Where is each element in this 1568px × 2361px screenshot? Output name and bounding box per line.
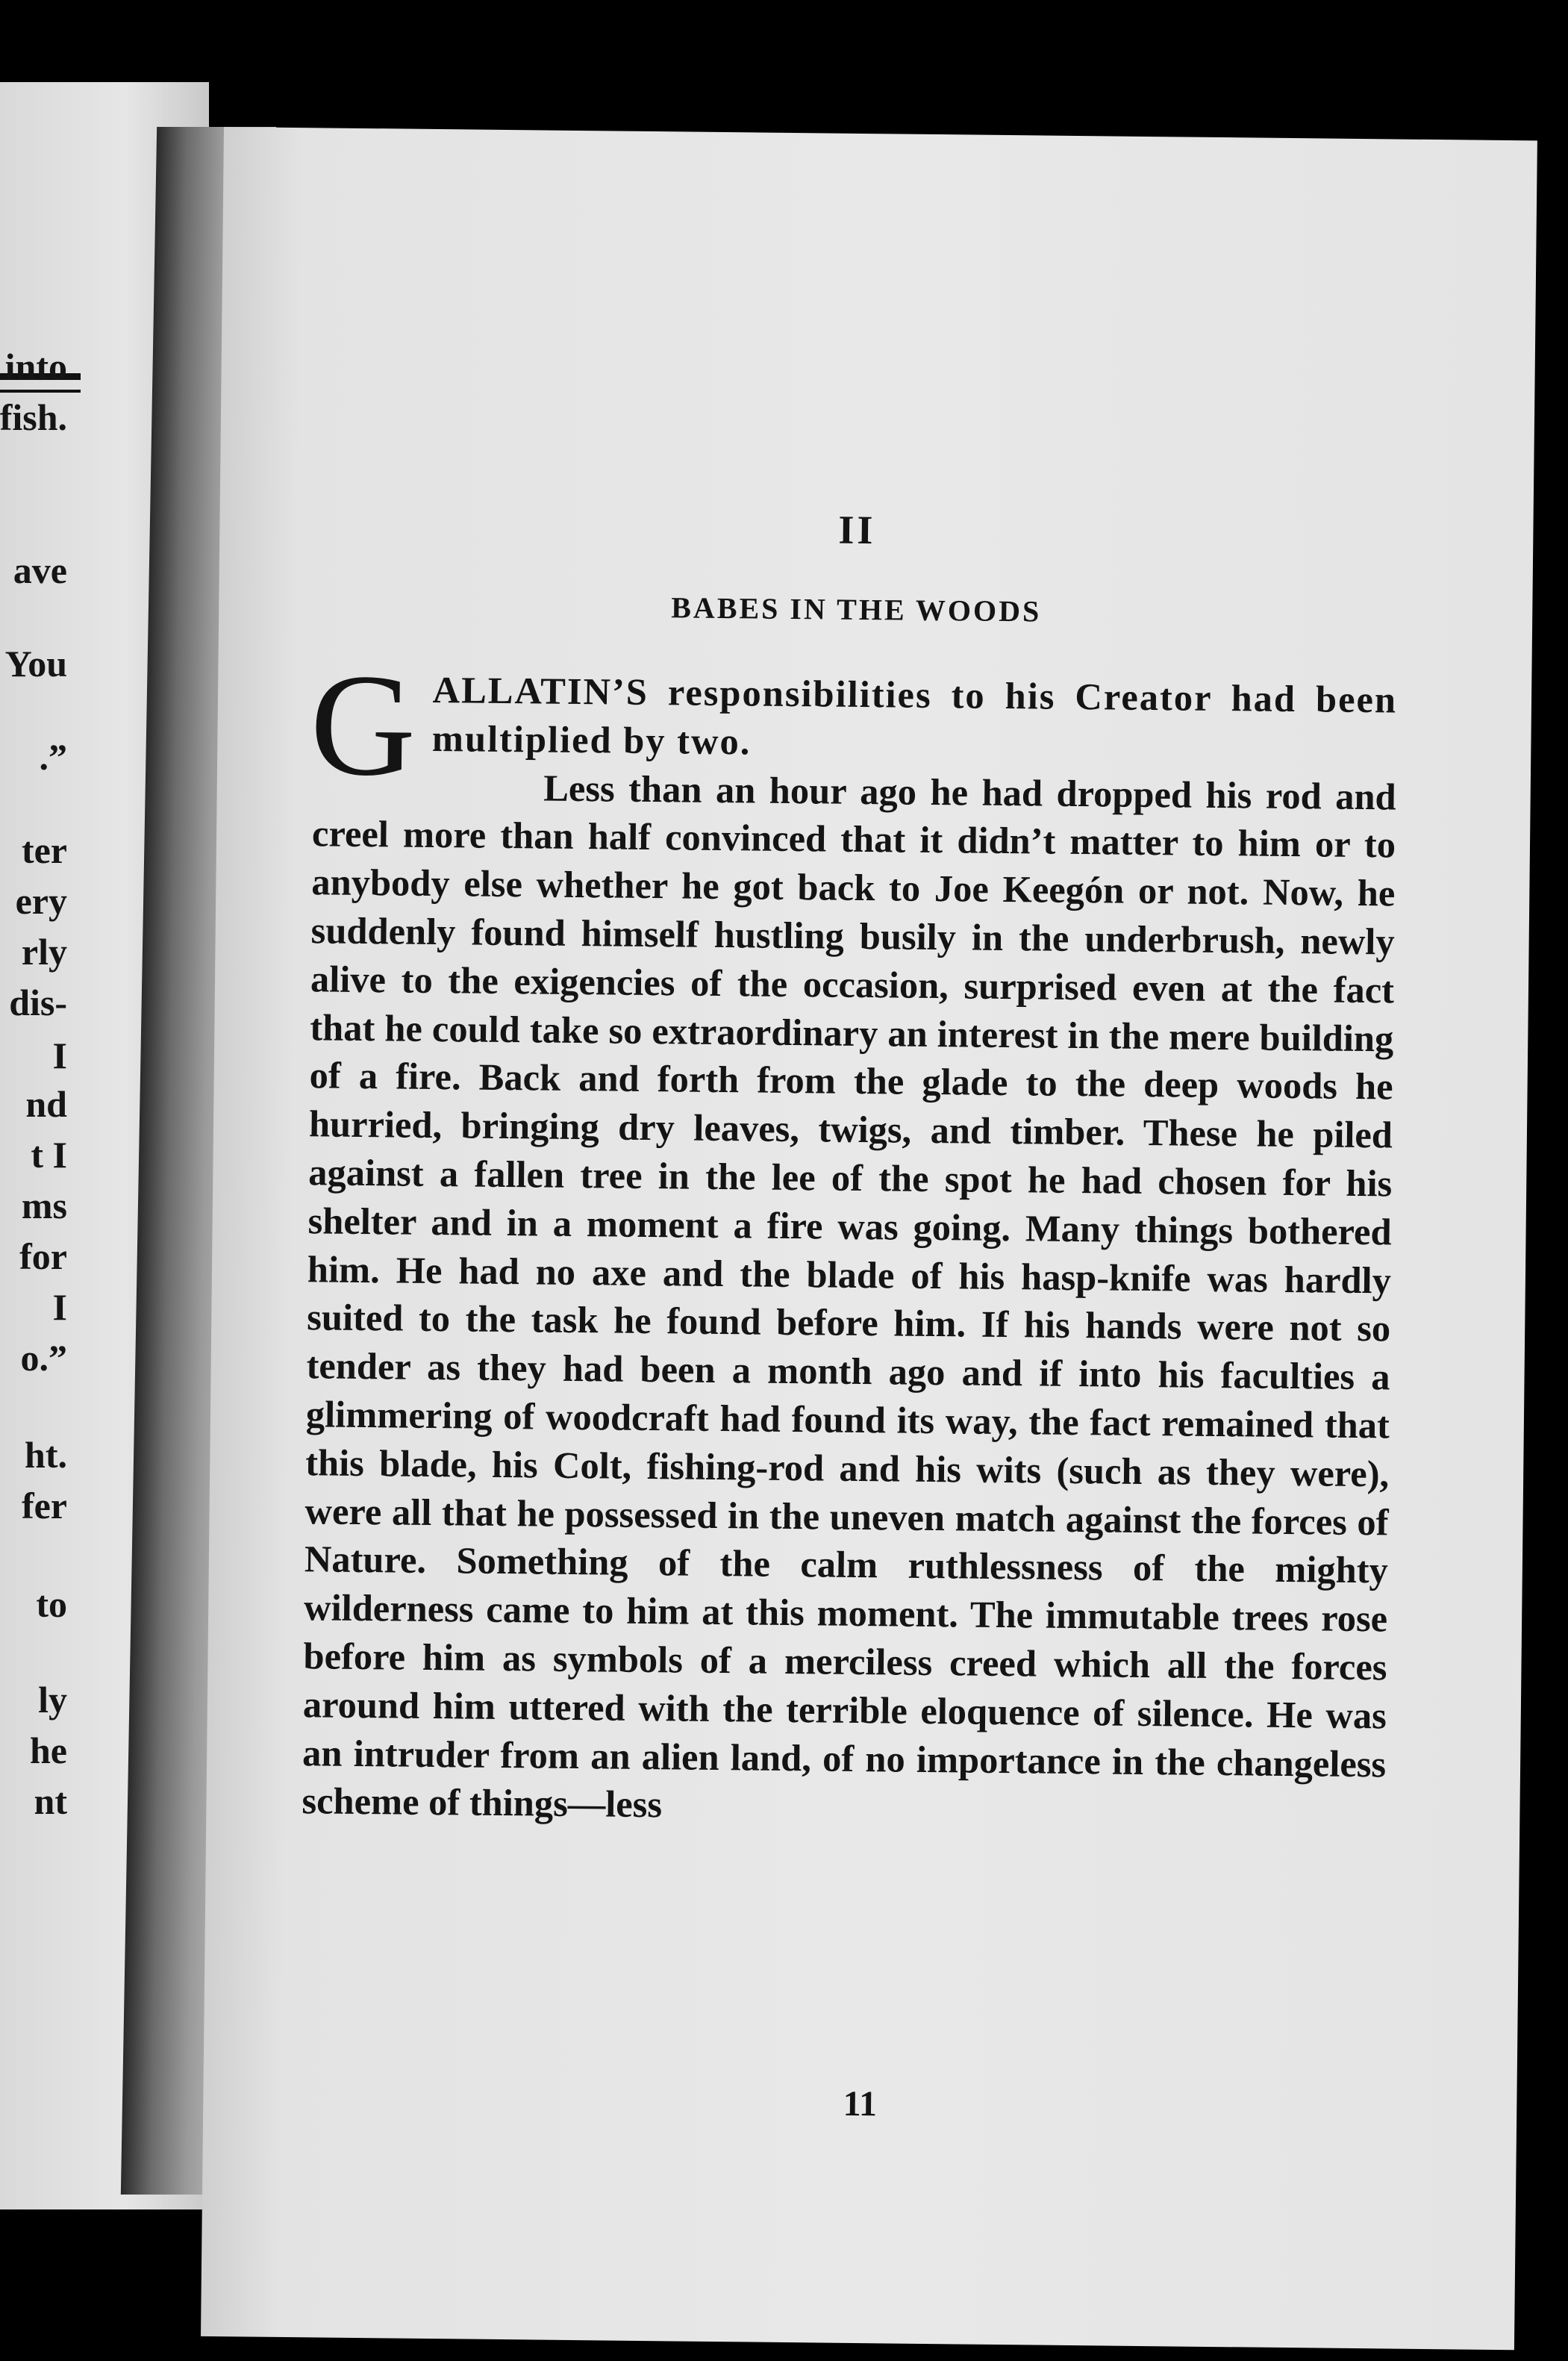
chapter-title: BABES IN THE WOODS (671, 590, 1042, 629)
left-page-fragment: ter (21, 829, 67, 871)
left-page-fragment: he (30, 1730, 67, 1771)
left-page-fragment: ms (21, 1185, 67, 1226)
paragraph-indent (431, 799, 543, 801)
left-page-fragment: nd (25, 1083, 67, 1125)
left-page-fragment: I (52, 1286, 67, 1328)
left-page-fragment: .” (39, 736, 67, 778)
page-number: 11 (843, 2083, 878, 2124)
left-page-fragment: ly (38, 1679, 67, 1721)
opening-sentence: ALLATIN’S responsibilities to his Creator had been multiplied by two. (431, 668, 1398, 763)
left-page-fragment: into (4, 346, 67, 387)
left-page-fragment: nt (34, 1780, 67, 1822)
left-page-fragment: You (4, 643, 67, 684)
drop-cap: G (309, 643, 417, 807)
left-page-fragment: ht. (25, 1434, 67, 1476)
main-page (201, 127, 1537, 2350)
text-block (302, 501, 1399, 1836)
left-page-fragment: for (19, 1235, 67, 1277)
left-page-fragment: to (36, 1583, 67, 1625)
left-page-fragment: t I (31, 1134, 67, 1176)
paragraph: Less than an hour ago he had dropped his rod and creel more than half convinced that it didn’t matter to him or to anybody else whether he got back to Joe Keegón or not. Now, he suddenly found himself hustling busily in the underbrush, newly alive to the exigencies of the occasion, surprised even at the fact that he could take so extraordinary an interest in the mere building of a fire. Back and forth from the glade to the deep woods he hurried, bringing dry leaves, twigs, and timber. These he piled against a fallen tree in the lee of the spot he had chosen for his shelter and in a moment a fire was going. Many things bothered him. He had no axe and the blade of his hasp-knife was hardly suited to the task he found before him. If his hands were not so tender as they had been a month ago and if into his faculties a glimmering of woodcraft had found its way, the fact remained that this blade, his Colt, fishing-rod and his wits (such as they were), were all that he possessed in the uneven match against the forces of Nature. Something of the calm ruthlessness of the mighty wilderness came to him at this moment. The immutable trees rose before him as symbols of a merciless creed which all the forces around him uttered with the terrible eloquence of silence. He was an intruder from an alien land, of no importance in the changeless scheme of things—less (302, 767, 1396, 1826)
left-page-fragment: ave (13, 549, 67, 591)
left-page-fragment: ery (15, 880, 67, 922)
left-page-fragment: I (52, 1035, 67, 1076)
body-text (302, 643, 1398, 1836)
left-page-fragment: dis- (9, 982, 67, 1023)
left-page-fragment: fer (21, 1485, 67, 1526)
left-page-fragment: fish. (0, 396, 67, 438)
left-page-fragment: rly (21, 931, 67, 973)
left-page-fragment: o.” (20, 1337, 67, 1379)
chapter-numeral: II (838, 507, 876, 553)
